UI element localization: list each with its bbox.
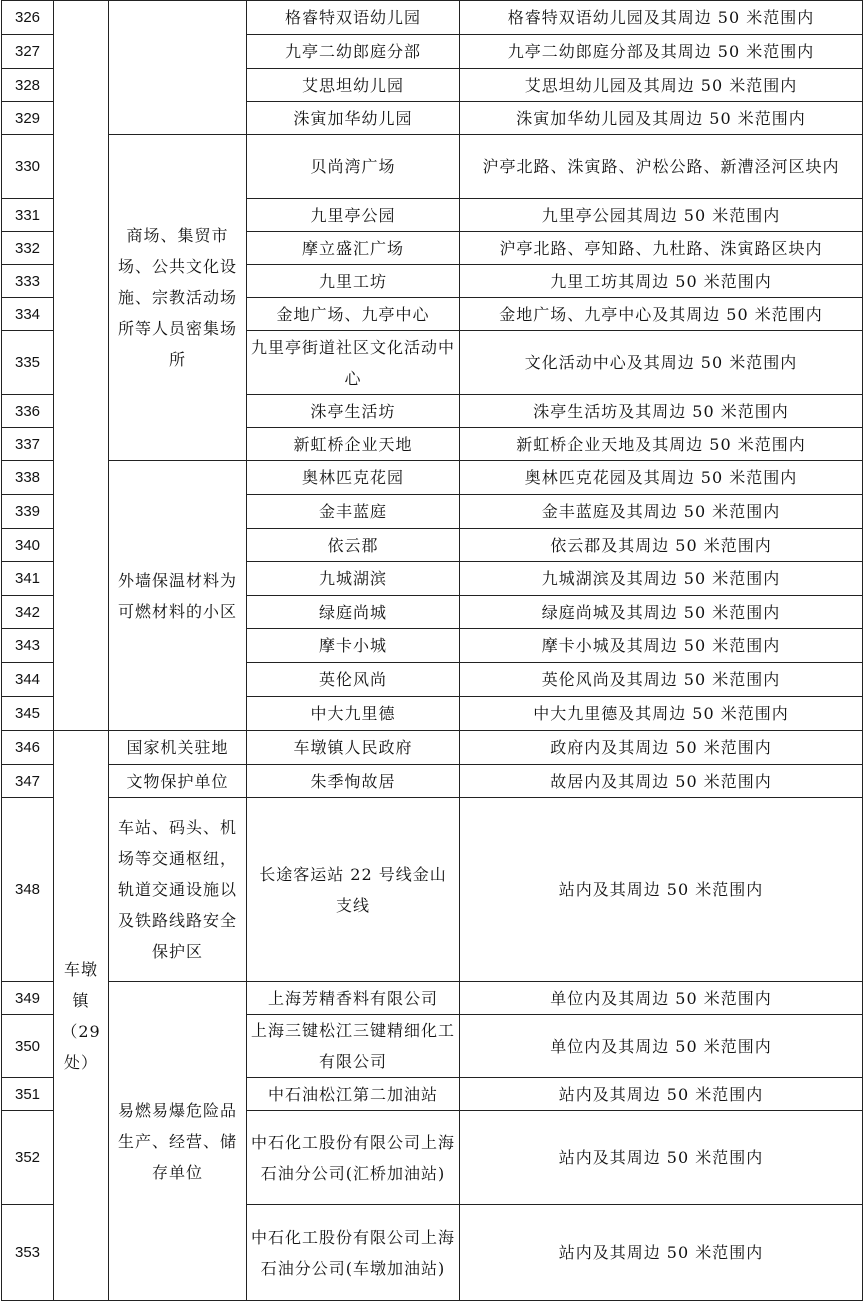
site-name: 金地广场、九亭中心: [247, 298, 460, 331]
site-name: 九里亭街道社区文化活动中心: [247, 331, 460, 395]
site-name: 英伦风尚: [247, 663, 460, 697]
scope-text: 洙亭生活坊及其周边 50 米范围内: [460, 395, 863, 428]
scope-text: 站内及其周边 50 米范围内: [460, 1205, 863, 1301]
scope-text: 政府内及其周边 50 米范围内: [460, 731, 863, 765]
site-name: 摩立盛汇广场: [247, 232, 460, 265]
scope-text: 金丰蓝庭及其周边 50 米范围内: [460, 495, 863, 529]
scope-text: 单位内及其周边 50 米范围内: [460, 982, 863, 1015]
category-cell: [109, 1, 247, 135]
site-register-table: [1, 0, 863, 1301]
row-number: 329: [2, 102, 54, 135]
row-number: 340: [2, 529, 54, 562]
row-number: 341: [2, 562, 54, 596]
site-name: 九里工坊: [247, 265, 460, 298]
row-number: 349: [2, 982, 54, 1015]
row-number: 346: [2, 731, 54, 765]
category-cell: 商场、集贸市场、公共文化设施、宗教活动场所等人员密集场所: [109, 135, 247, 461]
site-name: 格睿特双语幼儿园: [247, 1, 460, 35]
table-row: [2, 135, 863, 199]
site-name: 贝尚湾广场: [247, 135, 460, 199]
site-name: 新虹桥企业天地: [247, 428, 460, 461]
scope-text: 单位内及其周边 50 米范围内: [460, 1015, 863, 1078]
scope-text: 沪亭北路、洙寅路、沪松公路、新漕泾河区块内: [460, 135, 863, 199]
category-cell: 外墙保温材料为可燃材料的小区: [109, 461, 247, 731]
site-name: 九城湖滨: [247, 562, 460, 596]
row-number: 326: [2, 1, 54, 35]
row-number: 330: [2, 135, 54, 199]
scope-text: 沪亭北路、亭知路、九杜路、洙寅路区块内: [460, 232, 863, 265]
row-number: 336: [2, 395, 54, 428]
scope-text: 站内及其周边 50 米范围内: [460, 798, 863, 982]
scope-text: 故居内及其周边 50 米范围内: [460, 765, 863, 798]
scope-text: 九城湖滨及其周边 50 米范围内: [460, 562, 863, 596]
category-cell: 车站、码头、机场等交通枢纽，轨道交通设施以及铁路线路安全保护区: [109, 798, 247, 982]
scope-text: 九里亭公园其周边 50 米范围内: [460, 199, 863, 232]
table-row: [2, 731, 863, 765]
row-number: 342: [2, 596, 54, 629]
category-cell: 文物保护单位: [109, 765, 247, 798]
site-name: 九亭二幼郎庭分部: [247, 35, 460, 69]
row-number: 327: [2, 35, 54, 69]
site-name: 中石化工股份有限公司上海石油分公司(汇桥加油站): [247, 1111, 460, 1205]
scope-text: 文化活动中心及其周边 50 米范围内: [460, 331, 863, 395]
scope-text: 英伦风尚及其周边 50 米范围内: [460, 663, 863, 697]
table-row: [2, 461, 863, 495]
town-cell: 车墩镇（29处）: [54, 731, 109, 1301]
row-number: 332: [2, 232, 54, 265]
site-name: 金丰蓝庭: [247, 495, 460, 529]
row-number: 335: [2, 331, 54, 395]
scope-text: 九亭二幼郎庭分部及其周边 50 米范围内: [460, 35, 863, 69]
site-name: 中石油松江第二加油站: [247, 1078, 460, 1111]
scope-text: 站内及其周边 50 米范围内: [460, 1078, 863, 1111]
row-number: 344: [2, 663, 54, 697]
site-name: 中大九里德: [247, 697, 460, 731]
scope-text: 艾思坦幼儿园及其周边 50 米范围内: [460, 69, 863, 102]
scope-text: 摩卡小城及其周边 50 米范围内: [460, 629, 863, 663]
row-number: 338: [2, 461, 54, 495]
scope-text: 绿庭尚城及其周边 50 米范围内: [460, 596, 863, 629]
site-name: 上海三键松江三键精细化工有限公司: [247, 1015, 460, 1078]
site-name: 洙亭生活坊: [247, 395, 460, 428]
site-name: 洙寅加华幼儿园: [247, 102, 460, 135]
row-number: 350: [2, 1015, 54, 1078]
site-name: 摩卡小城: [247, 629, 460, 663]
scope-text: 站内及其周边 50 米范围内: [460, 1111, 863, 1205]
row-number: 337: [2, 428, 54, 461]
row-number: 348: [2, 798, 54, 982]
site-name: 上海芳精香料有限公司: [247, 982, 460, 1015]
category-cell: 易燃易爆危险品生产、经营、储存单位: [109, 982, 247, 1301]
table-row: [2, 765, 863, 798]
row-number: 339: [2, 495, 54, 529]
site-name: 艾思坦幼儿园: [247, 69, 460, 102]
row-number: 328: [2, 69, 54, 102]
row-number: 347: [2, 765, 54, 798]
scope-text: 九里工坊其周边 50 米范围内: [460, 265, 863, 298]
row-number: 352: [2, 1111, 54, 1205]
scope-text: 新虹桥企业天地及其周边 50 米范围内: [460, 428, 863, 461]
table-row: [2, 982, 863, 1015]
scope-text: 奥林匹克花园及其周边 50 米范围内: [460, 461, 863, 495]
table-row: [2, 798, 863, 982]
row-number: 345: [2, 697, 54, 731]
scope-text: 洙寅加华幼儿园及其周边 50 米范围内: [460, 102, 863, 135]
row-number: 333: [2, 265, 54, 298]
site-name: 车墩镇人民政府: [247, 731, 460, 765]
table-row: [2, 1, 863, 35]
scope-text: 依云郡及其周边 50 米范围内: [460, 529, 863, 562]
row-number: 334: [2, 298, 54, 331]
scope-text: 中大九里德及其周边 50 米范围内: [460, 697, 863, 731]
site-name: 朱季恂故居: [247, 765, 460, 798]
row-number: 351: [2, 1078, 54, 1111]
category-cell: 国家机关驻地: [109, 731, 247, 765]
site-name: 九里亭公园: [247, 199, 460, 232]
site-name: 依云郡: [247, 529, 460, 562]
row-number: 343: [2, 629, 54, 663]
site-name: 奥林匹克花园: [247, 461, 460, 495]
scope-text: 格睿特双语幼儿园及其周边 50 米范围内: [460, 1, 863, 35]
town-cell: [54, 1, 109, 731]
row-number: 331: [2, 199, 54, 232]
site-name: 绿庭尚城: [247, 596, 460, 629]
site-name: 长途客运站 22 号线金山支线: [247, 798, 460, 982]
scope-text: 金地广场、九亭中心及其周边 50 米范围内: [460, 298, 863, 331]
site-name: 中石化工股份有限公司上海石油分公司(车墩加油站): [247, 1205, 460, 1301]
row-number: 353: [2, 1205, 54, 1301]
